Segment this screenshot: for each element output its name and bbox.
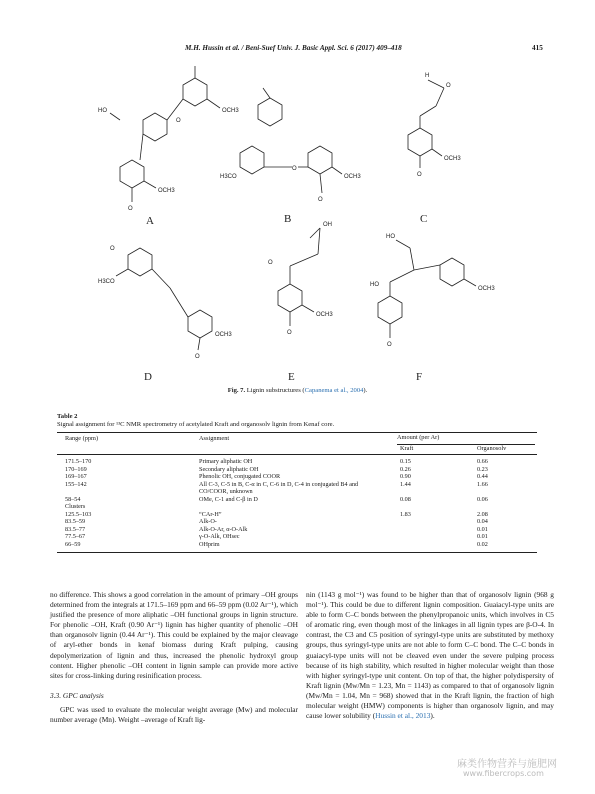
- structure-b: [220, 88, 361, 203]
- svg-text:O: O: [287, 330, 292, 336]
- svg-text:O: O: [387, 342, 392, 348]
- structure-f: [370, 234, 495, 348]
- cell-range: 77.5–67: [65, 533, 86, 540]
- svg-text:H3CO: H3CO: [98, 279, 115, 285]
- table-row: [57, 458, 537, 466]
- cell-organosolv: 0.01: [477, 533, 488, 540]
- header-kraft: Kraft: [400, 445, 414, 452]
- cell-assignment: Secondary aliphatic OH: [199, 465, 259, 473]
- svg-text:OCH3: OCH3: [158, 188, 175, 194]
- cell-organosolv: 0.01: [477, 525, 488, 533]
- cell-organosolv: 0.04: [477, 518, 488, 525]
- cell-organosolv: 0.02: [477, 540, 488, 548]
- svg-text:OCH3: OCH3: [344, 174, 361, 180]
- table-row: [57, 466, 537, 474]
- svg-text:OCH3: OCH3: [222, 108, 239, 114]
- table-row: [57, 533, 537, 541]
- cell-assignment: Alk-O-Ar, α-O-Alk: [199, 525, 248, 533]
- cell-kraft: 0.90: [400, 473, 411, 480]
- table-header-row: [57, 433, 537, 444]
- svg-text:HO: HO: [386, 234, 395, 240]
- cell-organosolv: 1.66: [477, 480, 488, 488]
- cell-kraft: 1.83: [400, 510, 411, 518]
- figure-caption: Fig. 7. Lignin substructures (Capanema et al., 2004).: [227, 387, 368, 394]
- cell-range: 83.5–77: [65, 525, 86, 533]
- cell-range: 66–59: [65, 540, 81, 548]
- journal-citation: M.H. Hussin et al. / Beni-Suef Univ. J. Basic Appl. Sci. 6 (2017) 409–418: [185, 44, 402, 52]
- cell-organosolv: 0.44: [477, 473, 488, 480]
- table-row: [57, 526, 537, 534]
- table-rows: [57, 455, 537, 552]
- table-subheader-row: [57, 444, 537, 455]
- table-title: Table 2: [57, 413, 78, 420]
- cell-range: 171.5–170: [65, 458, 92, 465]
- table-row: [57, 503, 537, 511]
- cell-assignment: All C-3, C-5 in B, C-α in C, C-6 in D, C-4 in conjugated B4 and CO/COOR, unknown: [199, 480, 359, 495]
- cell-assignment: γ-O-Alk, OHsec: [199, 533, 240, 540]
- table-row: [57, 541, 537, 549]
- svg-text:O: O: [446, 83, 451, 89]
- structure-label-b: B: [284, 213, 292, 225]
- body-column-right: [306, 590, 554, 721]
- svg-text:OCH3: OCH3: [444, 156, 461, 162]
- header-organosolv: Organosolv: [477, 445, 507, 452]
- table-2: [57, 413, 537, 553]
- svg-text:H: H: [425, 73, 430, 79]
- svg-text:O: O: [110, 246, 115, 252]
- body-column-left: [50, 590, 298, 725]
- structure-label-c: C: [420, 213, 428, 225]
- cell-range: 58–54: [65, 495, 81, 503]
- running-header: [0, 44, 595, 58]
- watermark-url: www.fibercrops.com: [463, 769, 544, 778]
- cell-kraft: 1.44: [400, 480, 411, 488]
- svg-text:O: O: [195, 354, 200, 360]
- table-body: [57, 432, 537, 553]
- cell-range: 125.5–103: [65, 510, 92, 518]
- table-row: [57, 518, 537, 526]
- cell-kraft: 0.15: [400, 458, 411, 465]
- structure-label-a: A: [146, 215, 154, 227]
- cell-assignment: “CAr-H”: [199, 510, 222, 518]
- svg-text:HO: HO: [98, 108, 107, 114]
- table-row: [57, 496, 537, 504]
- structure-e: [268, 222, 333, 336]
- svg-text:OH: OH: [323, 222, 332, 228]
- structure-label-f: F: [416, 371, 423, 383]
- cell-range: Clusters: [65, 503, 86, 510]
- cell-kraft: 0.08: [400, 495, 411, 503]
- svg-text:OCH3: OCH3: [478, 286, 495, 292]
- cell-range: 83.5–59: [65, 518, 86, 525]
- paragraph: nin (1143 g mol⁻¹) was found to be higher than that of organosolv lignin (968 g mol⁻¹). This could be due to different lignin composition. Guaiacyl-type units are able to form C–C bonds between the phenylpropanoic units, which involves in C5 of aromatic ring, even though most of the linkages in all lignin types are β-O-4. In contrast, the C3 and C5 position of syringyl-type units are substituted by methoxy groups, thus syringyl-type units are not able to form C–C bond. The C–C bonds in guaiacyl-type units will not be cleaved even under the severe pulping process because of its high stability, which resulted in higher molecular weight than those with higher syringyl-type unit content. On top of that, the higher polydispersity of Kraft lignin (Mw/Mn = 1.23, Mn = 1143) as compared to that of organosolv lignin (Mw/Mn = 1.04, Mn = 968) showed that in the Kraft lignin, the fraction of high molecular weight (HMW) components is higher than organosolv lignin, and may cause lower solubility (Hussin et al., 2013).: [306, 590, 554, 721]
- watermark-text: 麻类作物营养与施肥网: [457, 759, 557, 770]
- svg-text:OCH3: OCH3: [316, 312, 333, 318]
- svg-text:O: O: [128, 206, 133, 212]
- structure-d: [98, 246, 232, 360]
- svg-text:O: O: [176, 118, 181, 124]
- cell-assignment: OHprim: [199, 540, 220, 548]
- cell-organosolv: 0.23: [477, 465, 488, 473]
- paragraph: GPC was used to evaluate the molecular weight average (Mw) and molecular number average (Mn). Weight –average of Kraft lig-: [50, 704, 298, 725]
- header-range: Range (ppm): [65, 435, 99, 442]
- cell-assignment: Alk-O-: [199, 518, 217, 525]
- cell-kraft: 0.26: [400, 465, 411, 473]
- caption-citation-link[interactable]: Capanema et al., 2004: [304, 387, 364, 394]
- cell-assignment: OMe, C-1 and C-β in D: [199, 495, 258, 503]
- cell-organosolv: 2.08: [477, 510, 488, 518]
- table-row: [57, 511, 537, 519]
- structure-label-e: E: [288, 371, 295, 383]
- cell-assignment: Primary aliphatic OH: [199, 458, 253, 465]
- structure-c: [408, 73, 461, 178]
- cell-organosolv: 0.66: [477, 458, 488, 465]
- svg-text:O: O: [268, 260, 273, 266]
- table-row: [57, 481, 537, 496]
- structure-a: [98, 66, 239, 212]
- cell-assignment: Phenolic OH, conjugated COOR: [199, 473, 281, 480]
- svg-text:H3CO: H3CO: [220, 174, 237, 180]
- structure-label-d: D: [144, 371, 152, 383]
- header-amount: Amount (per Ar): [397, 434, 440, 441]
- svg-text:OCH3: OCH3: [215, 332, 232, 338]
- cell-range: 169–167: [65, 473, 87, 480]
- section-heading: 3.3. GPC analysis: [50, 690, 104, 700]
- svg-text:O: O: [318, 197, 323, 203]
- header-assignment: Assignment: [199, 435, 230, 442]
- cell-organosolv: 0.06: [477, 495, 488, 503]
- svg-text:O: O: [292, 166, 297, 172]
- page-number: 415: [532, 44, 543, 52]
- figure-lignin-structures: [70, 58, 530, 384]
- cell-range: 155–142: [65, 480, 87, 488]
- svg-text:HO: HO: [370, 282, 379, 288]
- citation-link[interactable]: Hussin et al., 2013: [375, 711, 431, 721]
- table-row: [57, 473, 537, 481]
- structure-diagram: [70, 58, 530, 384]
- table-subtitle: Signal assignment for ¹³C NMR spectrometry of acetylated Kraft and organosolv lignin from Kenaf core.: [57, 421, 335, 428]
- svg-text:O: O: [417, 172, 422, 178]
- paragraph: no difference. This shows a good correlation in the amount of primary –OH groups determined from the integrals at 171.5–169 ppm and 66–59 ppm (0.02 Ar⁻¹), which justified the presence of more aliphatic –OH functional groups in lignin structure. For phenolic –OH, Kraft (0.90 Ar⁻¹) lignin has higher quantity of phenolic –OH than organosolv lignin (0.44 Ar⁻¹). This could be explained by the major cleavage of aryl-ether bonds in kenaf biomass during Kraft pulping, causing depolymerization of lignin and thus, increased the phenolic hydroxyl group content. Higher phenolic –OH content in lignin sample can provide more active sites for cross-linking during resinification process.: [50, 590, 298, 680]
- cell-range: 170–169: [65, 465, 87, 473]
